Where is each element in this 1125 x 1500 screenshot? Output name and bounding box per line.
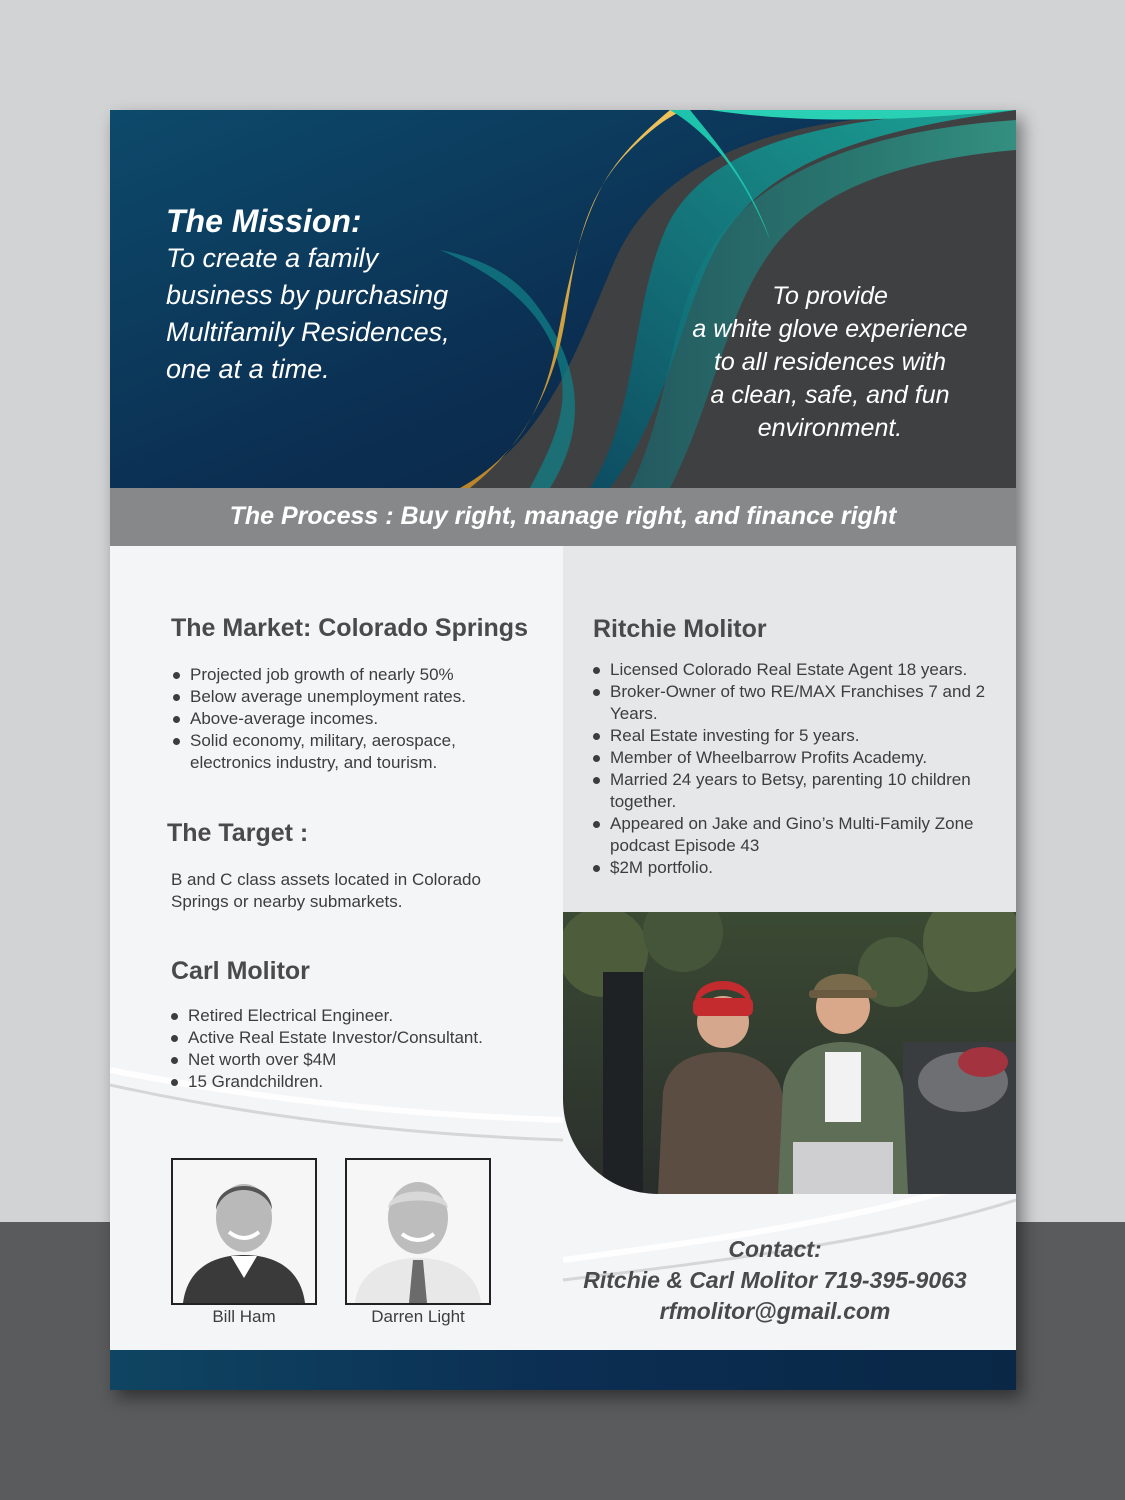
list-item: Licensed Colorado Real Estate Agent 18 years. <box>590 659 1000 681</box>
list-item: Retired Electrical Engineer. <box>168 1005 538 1027</box>
ritchie-list <box>590 659 1000 879</box>
process-banner: The Process : Buy right, manage right, and finance right <box>110 488 1016 546</box>
provide-line: environment. <box>757 414 903 442</box>
target-title: The Target : <box>167 819 309 847</box>
list-item: Net worth over $4M <box>168 1049 538 1071</box>
market-list <box>170 664 540 774</box>
market-title: The Market: Colorado Springs <box>171 614 528 642</box>
carl-list <box>168 1005 538 1093</box>
provide-statement <box>670 280 990 445</box>
list-item: Appeared on Jake and Gino’s Multi-Family Zone podcast Episode 43 <box>590 813 1000 857</box>
list-item: Below average unemployment rates. <box>170 686 540 708</box>
contact-email: rfmolitor@gmail.com <box>659 1298 891 1324</box>
mission-statement <box>166 202 506 388</box>
list-item: Married 24 years to Betsy, parenting 10 children together. <box>590 769 1000 813</box>
mission-line: one at a time. <box>166 354 330 384</box>
provide-line: To provide <box>772 282 888 310</box>
list-item: Member of Wheelbarrow Profits Academy. <box>590 747 1000 769</box>
photo-illustration <box>563 912 1016 1194</box>
contact-phone-line: Ritchie & Carl Molitor 719-395-9063 <box>583 1267 967 1293</box>
team-name-caption: Darren Light <box>371 1307 465 1326</box>
mission-line: Multifamily Residences, <box>166 317 450 347</box>
mission-line: To create a family <box>166 243 379 273</box>
list-item: 15 Grandchildren. <box>168 1071 538 1093</box>
provide-line: to all residences with <box>713 348 947 376</box>
couple-photo <box>563 912 1016 1194</box>
headshot-darren-light <box>345 1158 491 1305</box>
mission-title: The Mission: <box>166 203 362 239</box>
person-portrait-icon <box>347 1160 489 1303</box>
ritchie-title: Ritchie Molitor <box>593 615 767 643</box>
list-item: Broker-Owner of two RE/MAX Franchises 7 and 2 Years. <box>590 681 1000 725</box>
list-item: Projected job growth of nearly 50% <box>170 664 540 686</box>
provide-line: a white glove experience <box>692 315 968 343</box>
footer-gradient <box>110 1350 1016 1390</box>
contact-label: Contact: <box>728 1236 822 1262</box>
team-name-caption: Bill Ham <box>212 1307 276 1326</box>
list-item: Solid economy, military, aerospace, electronics industry, and tourism. <box>170 730 540 774</box>
provide-line: a clean, safe, and fun <box>710 381 950 409</box>
contact-block <box>565 1234 985 1327</box>
footer-bar <box>110 1350 1016 1390</box>
list-item: Above-average incomes. <box>170 708 540 730</box>
headshot-bill-ham <box>171 1158 317 1305</box>
list-item: Real Estate investing for 5 years. <box>590 725 1000 747</box>
list-item: Active Real Estate Investor/Consultant. <box>168 1027 538 1049</box>
list-item: $2M portfolio. <box>590 857 1000 879</box>
person-portrait-icon <box>173 1160 315 1303</box>
hero-banner <box>110 110 1016 488</box>
mission-line: business by purchasing <box>166 280 449 310</box>
target-text: B and C class assets located in Colorado Springs or nearby submarkets. <box>171 870 481 911</box>
flyer <box>110 110 1016 1390</box>
carl-title: Carl Molitor <box>171 957 310 985</box>
